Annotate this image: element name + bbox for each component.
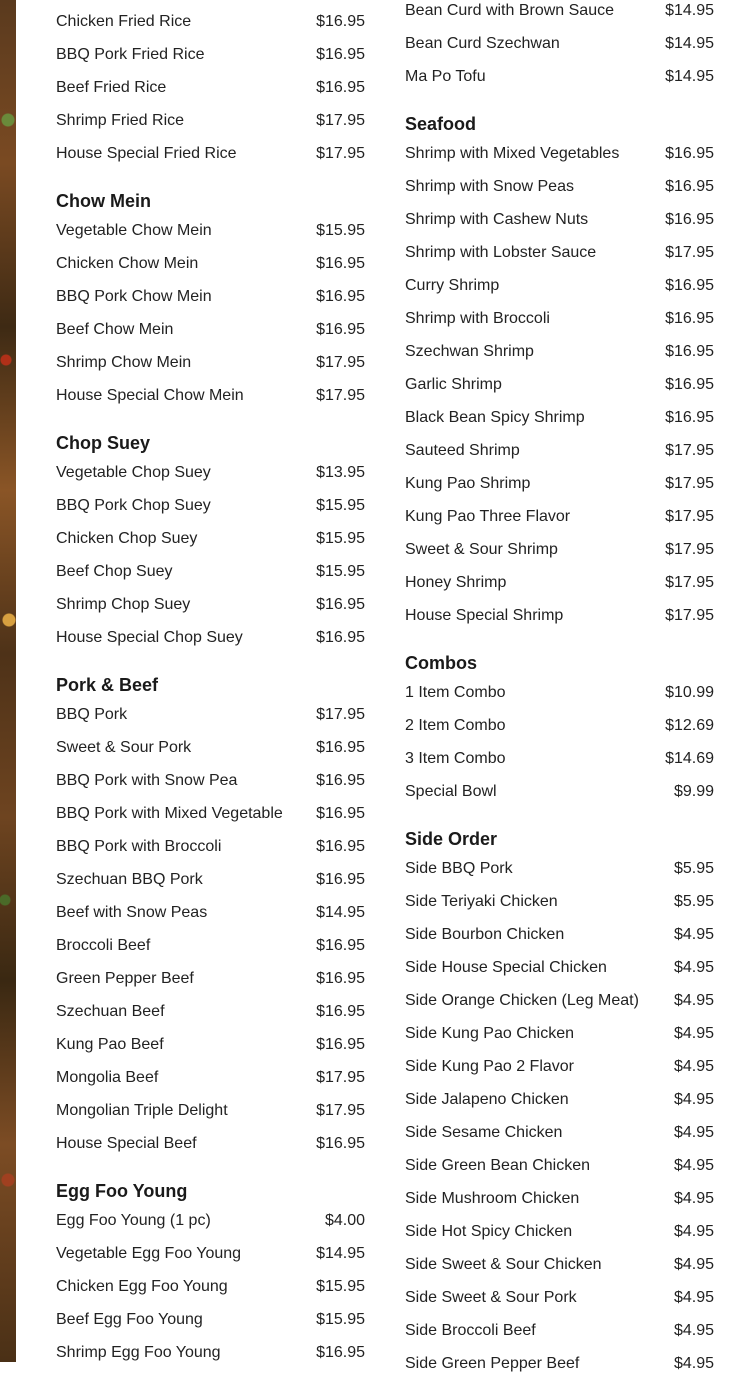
menu-item-price: $16.95: [316, 12, 365, 30]
menu-item-name: Sauteed Shrimp: [405, 441, 520, 459]
menu-item: [56, 1336, 365, 1369]
menu-item: [56, 1127, 365, 1160]
menu-item-price: $17.95: [316, 353, 365, 371]
menu-item-price: $16.95: [316, 254, 365, 272]
menu-item-name: Green Pepper Beef: [56, 969, 194, 987]
menu-item-name: Shrimp with Lobster Sauce: [405, 243, 597, 261]
background-food-image: [0, 0, 16, 1362]
menu-item-name: 2 Item Combo: [405, 716, 506, 734]
section-title: Side Order: [405, 829, 498, 849]
menu-item: [405, 918, 714, 951]
menu-item-name: Shrimp with Snow Peas: [405, 177, 574, 195]
menu-item-price: $17.95: [665, 507, 714, 525]
menu-item: [405, 137, 714, 170]
menu-item-name: House Special Chop Suey: [56, 628, 243, 646]
menu-item-name: Bean Curd with Brown Sauce: [405, 1, 614, 19]
menu-item-name: Side Teriyaki Chicken: [405, 892, 558, 910]
menu-item-name: Side Sweet & Sour Chicken: [405, 1255, 602, 1273]
menu-item: [405, 170, 714, 203]
menu-item-name: Shrimp Chop Suey: [56, 595, 191, 613]
menu-item-name: Szechuan Beef: [56, 1002, 165, 1020]
menu-item: [56, 588, 365, 621]
menu-item-name: Shrimp Egg Foo Young: [56, 1343, 221, 1361]
menu-item-name: House Special Fried Rice: [56, 144, 237, 162]
menu-item: [56, 104, 365, 137]
menu-item-name: House Special Shrimp: [405, 606, 564, 624]
menu-item-price: $17.95: [316, 705, 365, 723]
menu-item: [56, 698, 365, 731]
menu-item-price: $15.95: [316, 496, 365, 514]
menu-item: [56, 863, 365, 896]
menu-item-price: $16.95: [665, 210, 714, 228]
menu-item: [56, 346, 365, 379]
menu-item-price: $16.95: [316, 287, 365, 305]
menu-item-price: $16.95: [316, 1035, 365, 1053]
menu-item-price: $16.95: [665, 177, 714, 195]
menu-item: [56, 896, 365, 929]
menu-item-name: Sweet & Sour Pork: [56, 738, 192, 756]
menu-item-name: Vegetable Chow Mein: [56, 221, 212, 239]
menu-item-name: Side House Special Chicken: [405, 958, 607, 976]
menu-column-left: [56, 5, 365, 1369]
menu-item: [405, 1248, 714, 1281]
menu-item: [56, 38, 365, 71]
menu-item: [405, 885, 714, 918]
menu-item-price: $17.95: [665, 606, 714, 624]
menu-item: [405, 1083, 714, 1116]
menu-item-name: Side Sweet & Sour Pork: [405, 1288, 577, 1306]
menu-item-price: $16.95: [316, 628, 365, 646]
menu-item-price: $4.95: [673, 1090, 714, 1108]
menu-item-price: $14.95: [665, 1, 714, 19]
section-title: Pork & Beef: [56, 675, 159, 695]
menu-item-name: Black Bean Spicy Shrimp: [405, 408, 585, 426]
menu-item-price: $4.95: [673, 1255, 714, 1273]
menu-item: [56, 621, 365, 654]
menu-item-name: Vegetable Chop Suey: [56, 463, 211, 481]
menu-item-name: House Special Chow Mein: [56, 386, 244, 404]
section-title: Chow Mein: [56, 191, 151, 211]
menu-item-name: Side Jalapeno Chicken: [405, 1090, 569, 1108]
menu-item-name: Beef Egg Foo Young: [56, 1310, 203, 1328]
menu-item-price: $16.95: [665, 309, 714, 327]
menu-item-name: Shrimp Chow Mein: [56, 353, 192, 371]
menu-item: [56, 1270, 365, 1303]
menu-item: [56, 797, 365, 830]
menu-item-name: Beef Chow Mein: [56, 320, 174, 338]
menu-item: [56, 71, 365, 104]
menu-item-name: Mongolian Triple Delight: [56, 1101, 228, 1119]
menu-item-price: $12.69: [665, 716, 714, 734]
menu-item-name: Side Sesame Chicken: [405, 1123, 563, 1141]
menu-item: [405, 533, 714, 566]
menu-item-name: Mongolia Beef: [56, 1068, 159, 1086]
menu-item-price: $16.95: [316, 1002, 365, 1020]
menu-item: [405, 0, 714, 27]
menu-item-name: Side Green Bean Chicken: [405, 1156, 590, 1174]
menu-item: [405, 742, 714, 775]
menu-item-name: Szechwan Shrimp: [405, 342, 534, 360]
menu-item-name: Side Hot Spicy Chicken: [405, 1222, 573, 1240]
menu-item-price: $15.95: [316, 529, 365, 547]
menu-item: [56, 995, 365, 1028]
menu-item-name: Side Kung Pao Chicken: [405, 1024, 574, 1042]
menu-item-name: Beef with Snow Peas: [56, 903, 208, 921]
menu-item-name: BBQ Pork Fried Rice: [56, 45, 205, 63]
menu-item-price: $17.95: [665, 474, 714, 492]
menu-item-price: $17.95: [316, 386, 365, 404]
menu-item-name: Garlic Shrimp: [405, 375, 502, 393]
menu-item-name: BBQ Pork: [56, 705, 128, 723]
menu-item-name: Chicken Chop Suey: [56, 529, 198, 547]
menu-item-price: $16.95: [316, 1343, 365, 1361]
menu-item: [56, 313, 365, 346]
menu-item: [405, 709, 714, 742]
menu-item-name: Shrimp with Mixed Vegetables: [405, 144, 620, 162]
menu-item: [56, 555, 365, 588]
menu-item-price: $4.95: [673, 1222, 714, 1240]
section-title: Combos: [405, 653, 477, 673]
menu-item-name: Kung Pao Three Flavor: [405, 507, 571, 525]
menu-item-name: House Special Beef: [56, 1134, 197, 1152]
menu-item-name: Special Bowl: [405, 782, 497, 800]
menu-item-price: $13.95: [316, 463, 365, 481]
menu-item-price: $16.95: [316, 969, 365, 987]
menu-item-name: Beef Chop Suey: [56, 562, 173, 580]
menu-item-price: $16.95: [316, 936, 365, 954]
menu-item: [405, 566, 714, 599]
menu-item-name: Curry Shrimp: [405, 276, 500, 294]
menu-item-price: $16.95: [316, 45, 365, 63]
menu-item-name: 1 Item Combo: [405, 683, 506, 701]
menu-item: [405, 1215, 714, 1248]
menu-item-price: $16.95: [665, 342, 714, 360]
menu-item-name: BBQ Pork with Snow Pea: [56, 771, 238, 789]
menu-item-price: $17.95: [665, 441, 714, 459]
menu-item-name: Side Broccoli Beef: [405, 1321, 536, 1339]
menu-item: [405, 951, 714, 984]
menu-item-price: $14.95: [316, 903, 365, 921]
menu-item: [405, 1149, 714, 1182]
menu-item-price: $16.95: [316, 595, 365, 613]
menu-item: [405, 401, 714, 434]
menu-item-price: $17.95: [316, 111, 365, 129]
menu-item-price: $4.95: [673, 1123, 714, 1141]
menu-item-name: Side Kung Pao 2 Flavor: [405, 1057, 574, 1075]
menu-item: [56, 731, 365, 764]
menu-item-name: Honey Shrimp: [405, 573, 507, 591]
menu-item-price: $4.95: [673, 1057, 714, 1075]
menu-item-name: Kung Pao Shrimp: [405, 474, 531, 492]
menu-item-name: Egg Foo Young (1 pc): [56, 1211, 211, 1229]
menu-item: [405, 852, 714, 885]
menu-item-name: Chicken Egg Foo Young: [56, 1277, 228, 1295]
menu-item-name: Broccoli Beef: [56, 936, 151, 954]
menu-item-price: $14.95: [665, 34, 714, 52]
menu-item-price: $15.95: [316, 562, 365, 580]
section-title: Egg Foo Young: [56, 1181, 188, 1201]
menu-item: [56, 1303, 365, 1336]
menu-item-name: BBQ Pork Chow Mein: [56, 287, 212, 305]
menu-item: [405, 1281, 714, 1314]
menu-item: [56, 962, 365, 995]
menu-item-price: $5.95: [673, 859, 714, 877]
menu-item-price: $14.95: [316, 1244, 365, 1262]
menu-item-price: $15.95: [316, 221, 365, 239]
menu-item-price: $16.95: [665, 144, 714, 162]
menu-item-price: $4.95: [673, 1354, 714, 1372]
menu-item-price: $17.95: [665, 573, 714, 591]
menu-item-name: Shrimp with Broccoli: [405, 309, 550, 327]
menu-item-price: $17.95: [665, 243, 714, 261]
menu-item-price: $4.95: [673, 991, 714, 1009]
menu-item-price: $17.95: [316, 144, 365, 162]
menu-item-price: $4.00: [324, 1211, 365, 1229]
menu-item: [405, 1182, 714, 1215]
menu-item: [405, 434, 714, 467]
menu-item-price: $16.95: [316, 771, 365, 789]
menu-item-name: Side Green Pepper Beef: [405, 1354, 580, 1372]
menu-item: [405, 302, 714, 335]
menu-item: [405, 984, 714, 1017]
menu-item-name: Side Bourbon Chicken: [405, 925, 565, 943]
menu-item-name: Chicken Fried Rice: [56, 12, 192, 30]
menu-item: [56, 214, 365, 247]
menu-item-price: $16.95: [665, 408, 714, 426]
menu-item-price: $16.95: [316, 804, 365, 822]
menu-item-price: $15.95: [316, 1310, 365, 1328]
menu-item-name: Kung Pao Beef: [56, 1035, 164, 1053]
menu-item-name: Szechuan BBQ Pork: [56, 870, 203, 888]
menu-item: [56, 1094, 365, 1127]
menu-item-price: $4.95: [673, 1321, 714, 1339]
menu-item-name: Side BBQ Pork: [405, 859, 513, 877]
menu-item: [405, 203, 714, 236]
menu-item-price: $16.95: [316, 870, 365, 888]
menu-item-price: $16.95: [665, 375, 714, 393]
menu-item-name: BBQ Pork Chop Suey: [56, 496, 211, 514]
menu-item: [405, 467, 714, 500]
menu-item-name: Beef Fried Rice: [56, 78, 167, 96]
menu-item: [405, 599, 714, 632]
section-title: Seafood: [405, 114, 477, 134]
menu-item: [56, 929, 365, 962]
menu-column-right: [405, 0, 714, 1380]
menu-item-name: BBQ Pork with Mixed Vegetable: [56, 804, 283, 822]
menu-item-price: $4.95: [673, 958, 714, 976]
menu-item: [405, 1050, 714, 1083]
menu-item: [405, 236, 714, 269]
menu-item-price: $4.95: [673, 1156, 714, 1174]
menu-item-price: $16.95: [316, 320, 365, 338]
menu-item-name: Side Orange Chicken (Leg Meat): [405, 991, 639, 1009]
menu-item-name: Shrimp with Cashew Nuts: [405, 210, 589, 228]
menu-item-name: Shrimp Fried Rice: [56, 111, 185, 129]
menu-item: [56, 247, 365, 280]
menu-item: [405, 1116, 714, 1149]
menu-item: [405, 60, 714, 93]
menu-item: [56, 830, 365, 863]
menu-item-name: Side Mushroom Chicken: [405, 1189, 580, 1207]
menu-item: [56, 1028, 365, 1061]
menu-item-price: $17.95: [316, 1101, 365, 1119]
menu-item: [405, 335, 714, 368]
menu-item: [405, 676, 714, 709]
menu-item: [405, 775, 714, 808]
menu-item: [405, 269, 714, 302]
menu-item: [56, 137, 365, 170]
menu-item: [405, 500, 714, 533]
menu-item: [56, 5, 365, 38]
menu-item-price: $16.95: [665, 276, 714, 294]
menu-item-name: Bean Curd Szechwan: [405, 34, 560, 52]
menu-item-price: $9.99: [673, 782, 714, 800]
menu-item: [56, 489, 365, 522]
menu-item-name: BBQ Pork with Broccoli: [56, 837, 222, 855]
menu-item-price: $16.95: [316, 1134, 365, 1152]
menu-item: [56, 280, 365, 313]
menu-item: [56, 456, 365, 489]
menu-item-price: $17.95: [316, 1068, 365, 1086]
menu-item-name: Vegetable Egg Foo Young: [56, 1244, 242, 1262]
menu-item-price: $10.99: [665, 683, 714, 701]
menu-item-name: 3 Item Combo: [405, 749, 506, 767]
menu-item-price: $14.95: [665, 67, 714, 85]
menu-item-price: $4.95: [673, 1024, 714, 1042]
section-title: Chop Suey: [56, 433, 151, 453]
menu-item: [56, 764, 365, 797]
menu-item: [405, 27, 714, 60]
menu-item-name: Sweet & Sour Shrimp: [405, 540, 558, 558]
menu-item-price: $16.95: [316, 738, 365, 756]
menu-item: [56, 1061, 365, 1094]
menu-item-price: $17.95: [665, 540, 714, 558]
menu-item: [405, 1017, 714, 1050]
menu-item-price: $16.95: [316, 78, 365, 96]
menu-item: [405, 1347, 714, 1380]
menu-item: [56, 522, 365, 555]
menu-item-name: Ma Po Tofu: [405, 67, 486, 85]
menu-item-price: $5.95: [673, 892, 714, 910]
menu-item-price: $14.69: [665, 749, 714, 767]
menu-item-price: $16.95: [316, 837, 365, 855]
menu-item: [405, 1314, 714, 1347]
menu-item-price: $4.95: [673, 1288, 714, 1306]
menu-item: [56, 1237, 365, 1270]
menu-item: [56, 1204, 365, 1237]
menu-item: [405, 368, 714, 401]
menu-item-name: Chicken Chow Mein: [56, 254, 199, 272]
menu-item-price: $4.95: [673, 925, 714, 943]
menu-item-price: $15.95: [316, 1277, 365, 1295]
menu-item: [56, 379, 365, 412]
menu-item-price: $4.95: [673, 1189, 714, 1207]
